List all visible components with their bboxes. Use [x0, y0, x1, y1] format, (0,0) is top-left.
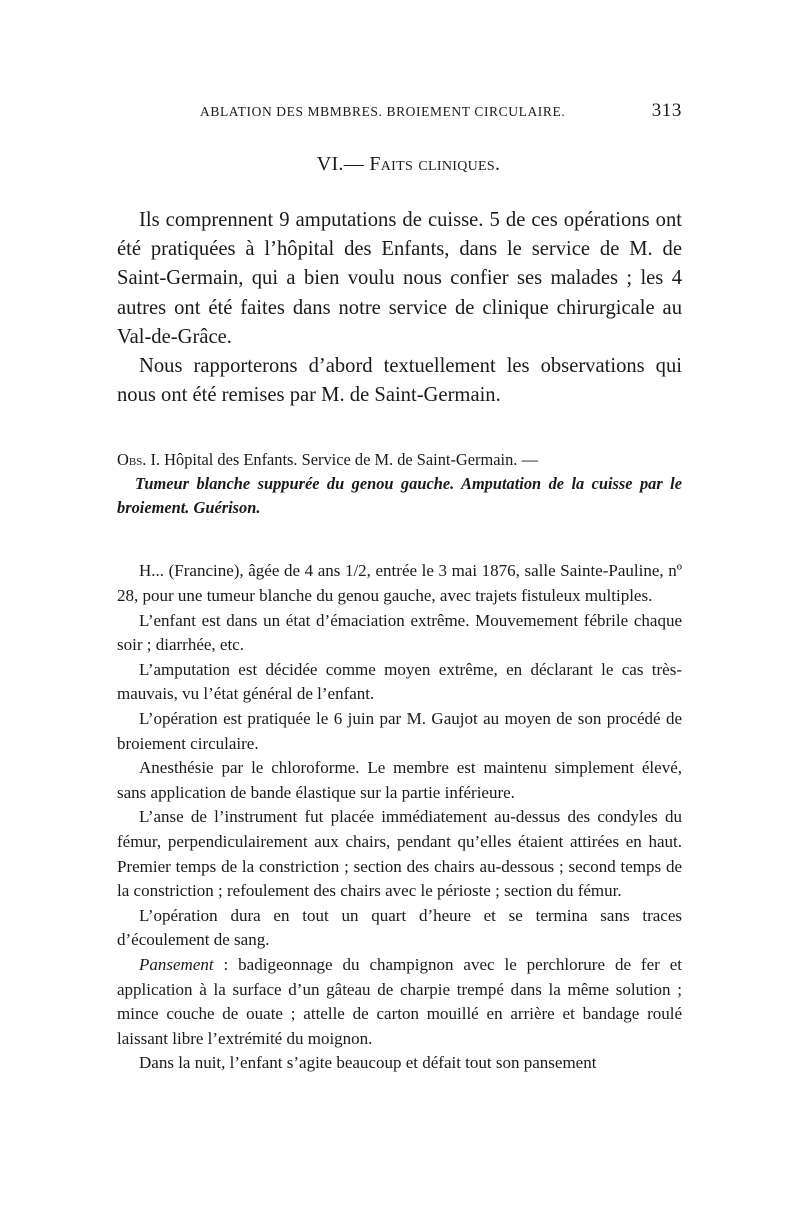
- body-paragraph: Dans la nuit, l’enfant s’agite beaucoup et défait tout son pansement: [139, 1053, 597, 1073]
- observation-heading: [117, 448, 682, 520]
- body-paragraph: L’opération dura en tout un quart d’heure et se termina sans traces d’écoulement de sang.: [117, 905, 682, 950]
- book-page: [117, 100, 682, 1076]
- observation-label: Obs. I.: [117, 450, 161, 470]
- pansement-text: : badigeonnage du champignon avec le perchlorure de fer et application à la surface d’un gâteau de charpie trempé dans la même solution ; mince couche de ouate ; attelle de carton mouillé en arrière et bandage roulé laissant libre l’extrémité du moignon.: [117, 954, 682, 1048]
- body-paragraph: L’enfant est dans un état d’émaciation extrême. Mouvemement fébrile chaque soir ; diarrhée, etc.: [117, 610, 682, 655]
- body-paragraph: Anesthésie par le chloroforme. Le membre est maintenu simplement élevé, sans application de bande élastique sur la partie inférieure.: [117, 758, 682, 802]
- section-heading: [117, 153, 682, 176]
- running-head-title: ABLATION DES MBMBRES. BROIEMENT CIRCULAIRE.: [200, 104, 566, 119]
- page-number: 313: [651, 100, 682, 121]
- body-paragraph: L’amputation est décidée comme moyen extrême, en déclarant le cas très-mauvais, vu l’état général de l’enfant.: [117, 659, 682, 704]
- body-paragraph: L’opération est pratiquée le 6 juin par M. Gaujot au moyen de son procédé de broiement circulaire.: [117, 708, 682, 753]
- section-number: VI.—: [316, 153, 365, 175]
- section-title: Faits cliniques.: [369, 153, 501, 175]
- observation-body: [117, 559, 682, 1075]
- intro-paragraph: Nous rapporterons d’abord textuellement les observations qui nous ont été remises par M. de Saint-Germain.: [117, 355, 682, 407]
- pansement-label: Pansement: [139, 954, 214, 974]
- running-head: [117, 100, 682, 122]
- observation-title: Tumeur blanche suppurée du genou gauche. Amputation de la cuisse par le broiement. Guérison.: [117, 474, 682, 518]
- intro-text: [117, 206, 682, 410]
- observation-location: Hôpital des Enfants. Service de M. de Saint-Germain. —: [164, 450, 538, 470]
- body-paragraph: H... (Francine), âgée de 4 ans 1/2, entrée le 3 mai 1876, salle Sainte-Pauline, nº 28, pour une tumeur blanche du genou gauche, avec trajets fistuleux multiples.: [117, 561, 682, 606]
- body-paragraph: L’anse de l’instrument fut placée immédiatement au-dessus des condyles du fémur, perpendiculairement aux chairs, pendant qu’elles étaient attirées en haut. Premier temps de la constriction ; section des chairs au-dessous ; second temps de la constriction ; refoulement des chairs avec le périoste ; section du fémur.: [117, 807, 682, 901]
- body-paragraph-pansement: [117, 953, 682, 1051]
- intro-paragraph: Ils comprennent 9 amputations de cuisse. 5 de ces opérations ont été pratiquées à l’hôpital des Enfants, dans le service de M. de Saint-Germain, qui a bien voulu nous confier ses malades ; les 4 autres ont été faites dans notre service de clinique chirurgicale au Val-de-Grâce.: [117, 209, 682, 348]
